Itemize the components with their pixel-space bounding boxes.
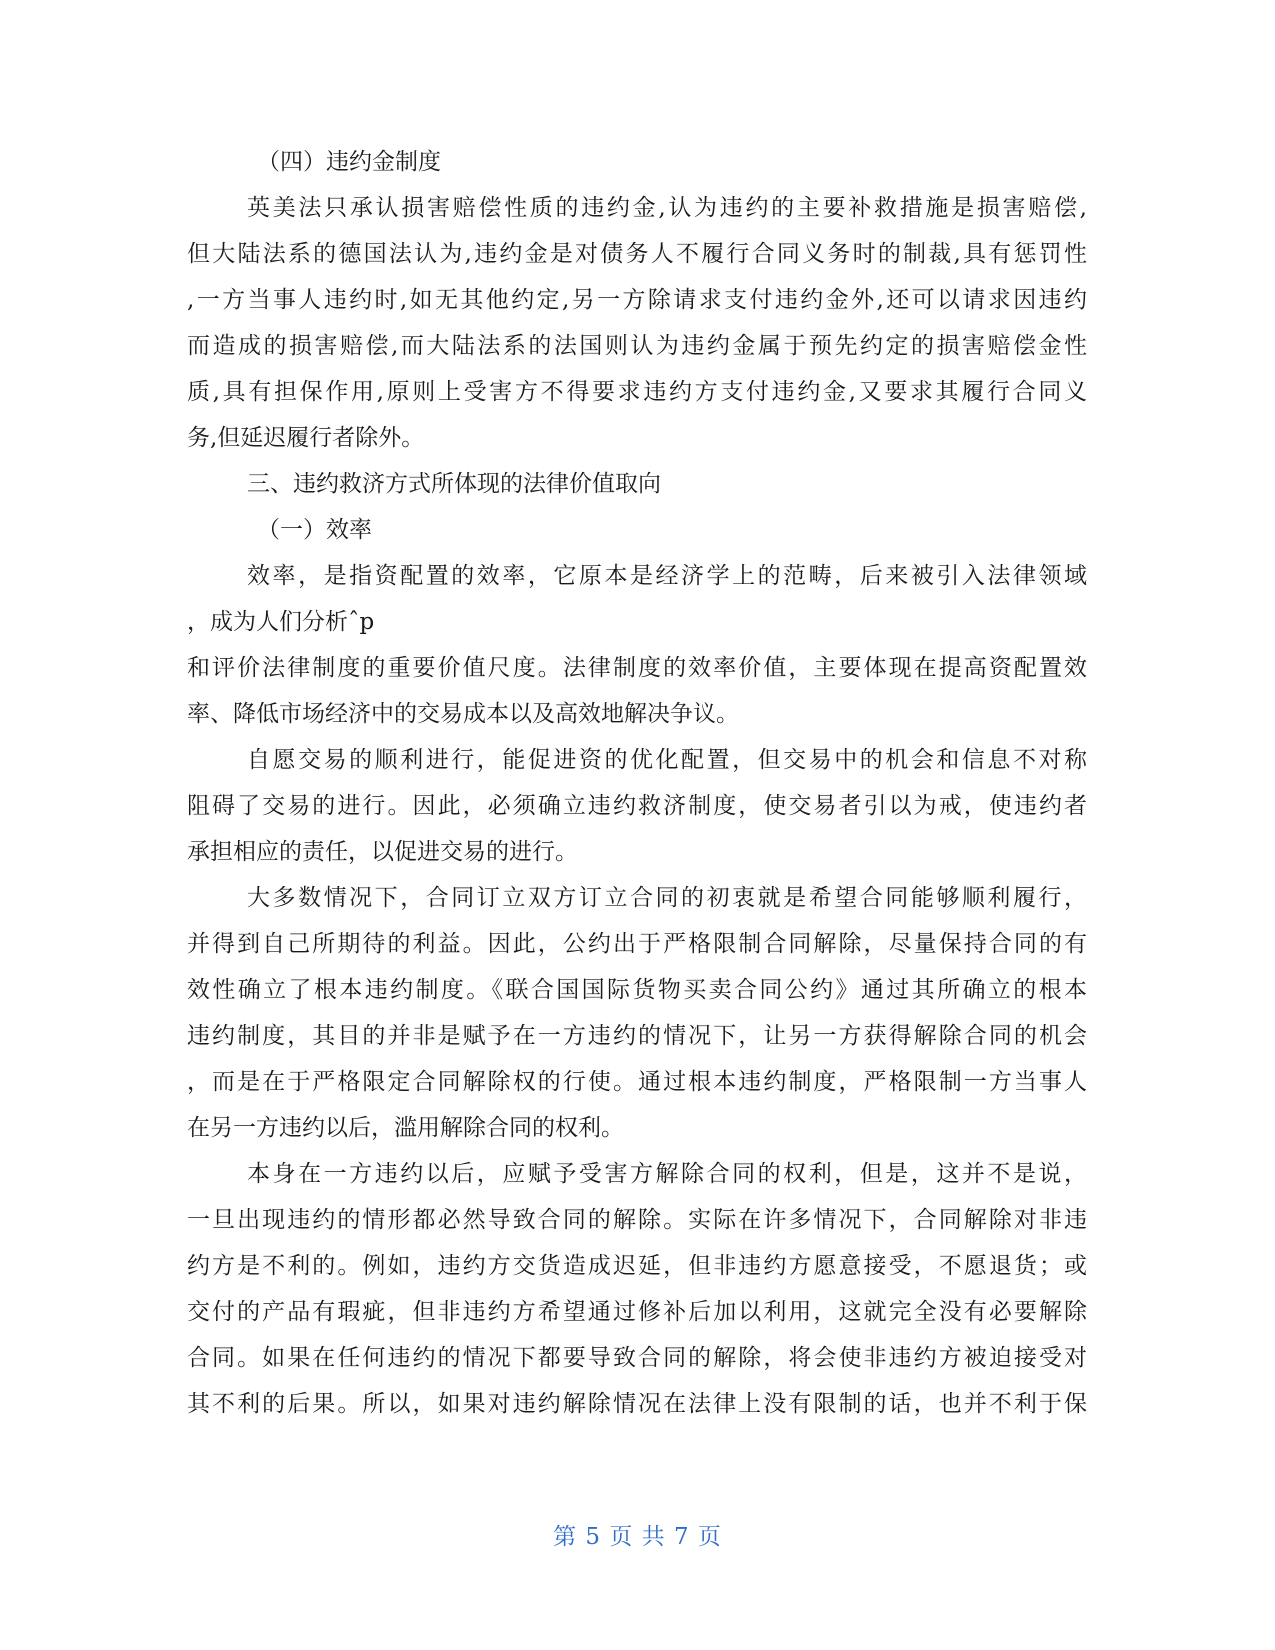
paragraph-line: ,一方当事人违约时,如无其他约定,另一方除请求支付违约金外,还可以请求因违约 bbox=[187, 287, 1087, 313]
paragraph-line: 和评价法律制度的重要价值尺度。法律制度的效率价值，主要体现在提高资配置效 bbox=[187, 655, 1087, 681]
paragraph-line: 一旦出现违约的情形都必然导致合同的解除。实际在许多情况下，合同解除对非违 bbox=[187, 1207, 1087, 1233]
subsection-heading-efficiency: （一）效率 bbox=[257, 517, 372, 543]
paragraph-line: 并得到自己所期待的利益。因此，公约出于严格限制合同解除，尽量保持合同的有 bbox=[187, 931, 1087, 957]
paragraph-line: 而造成的损害赔偿,而大陆法系的法国则认为违约金属于预先约定的损害赔偿金性 bbox=[187, 333, 1087, 359]
paragraph-line: 在另一方违约以后，滥用解除合同的权利。 bbox=[187, 1115, 624, 1141]
paragraph-line: 本身在一方违约以后，应赋予受害方解除合同的权利，但是，这并不是说， bbox=[247, 1161, 1087, 1187]
paragraph-line: 约方是不利的。例如，违约方交货造成迟延，但非违约方愿意接受，不愿退货；或 bbox=[187, 1253, 1087, 1279]
paragraph-line: 英美法只承认损害赔偿性质的违约金,认为违约的主要补救措施是损害赔偿, bbox=[247, 195, 1087, 221]
paragraph-line: 阻碍了交易的进行。因此，必须确立违约救济制度，使交易者引以为戒，使违约者 bbox=[187, 793, 1087, 819]
paragraph-line: 率、降低市场经济中的交易成本以及高效地解决争议。 bbox=[187, 701, 739, 727]
paragraph-line: 承担相应的责任，以促进交易的进行。 bbox=[187, 839, 578, 865]
section-heading-penalty: （四）违约金制度 bbox=[257, 149, 441, 175]
paragraph-line: ，而是在于严格限定合同解除权的行使。通过根本违约制度，严格限制一方当事人 bbox=[187, 1069, 1087, 1095]
page-number-footer: 第 5 页 共 7 页 bbox=[553, 1524, 722, 1550]
paragraph-line: 务,但延迟履行者除外。 bbox=[187, 425, 425, 451]
paragraph-line: 其不利的后果。所以，如果对违约解除情况在法律上没有限制的话，也并不利于保 bbox=[187, 1391, 1087, 1417]
paragraph-line: 效性确立了根本违约制度。《联合国国际货物买卖合同公约》通过其所确立的根本 bbox=[187, 977, 1087, 1003]
paragraph-line: 质,具有担保作用,原则上受害方不得要求违约方支付违约金,又要求其履行合同义 bbox=[187, 379, 1087, 405]
paragraph-line: 效率，是指资配置的效率，它原本是经济学上的范畴，后来被引入法律领域 bbox=[247, 563, 1087, 589]
paragraph-line: 自愿交易的顺利进行，能促进资的优化配置，但交易中的机会和信息不对称 bbox=[247, 747, 1087, 773]
paragraph-line: 合同。如果在任何违约的情况下都要导致合同的解除，将会使非违约方被迫接受对 bbox=[187, 1345, 1087, 1371]
paragraph-line: 但大陆法系的德国法认为,违约金是对债务人不履行合同义务时的制裁,具有惩罚性 bbox=[187, 241, 1087, 267]
paragraph-line: 违约制度，其目的并非是赋予在一方违约的情况下，让另一方获得解除合同的机会 bbox=[187, 1023, 1087, 1049]
paragraph-line: 大多数情况下，合同订立双方订立合同的初衷就是希望合同能够顺利履行， bbox=[247, 885, 1087, 911]
paragraph-line: ，成为人们分析ˆp bbox=[187, 609, 375, 635]
paragraph-line: 交付的产品有瑕疵，但非违约方希望通过修补后加以利用，这就完全没有必要解除 bbox=[187, 1299, 1087, 1325]
section-heading-values: 三、违约救济方式所体现的法律价值取向 bbox=[247, 471, 661, 497]
